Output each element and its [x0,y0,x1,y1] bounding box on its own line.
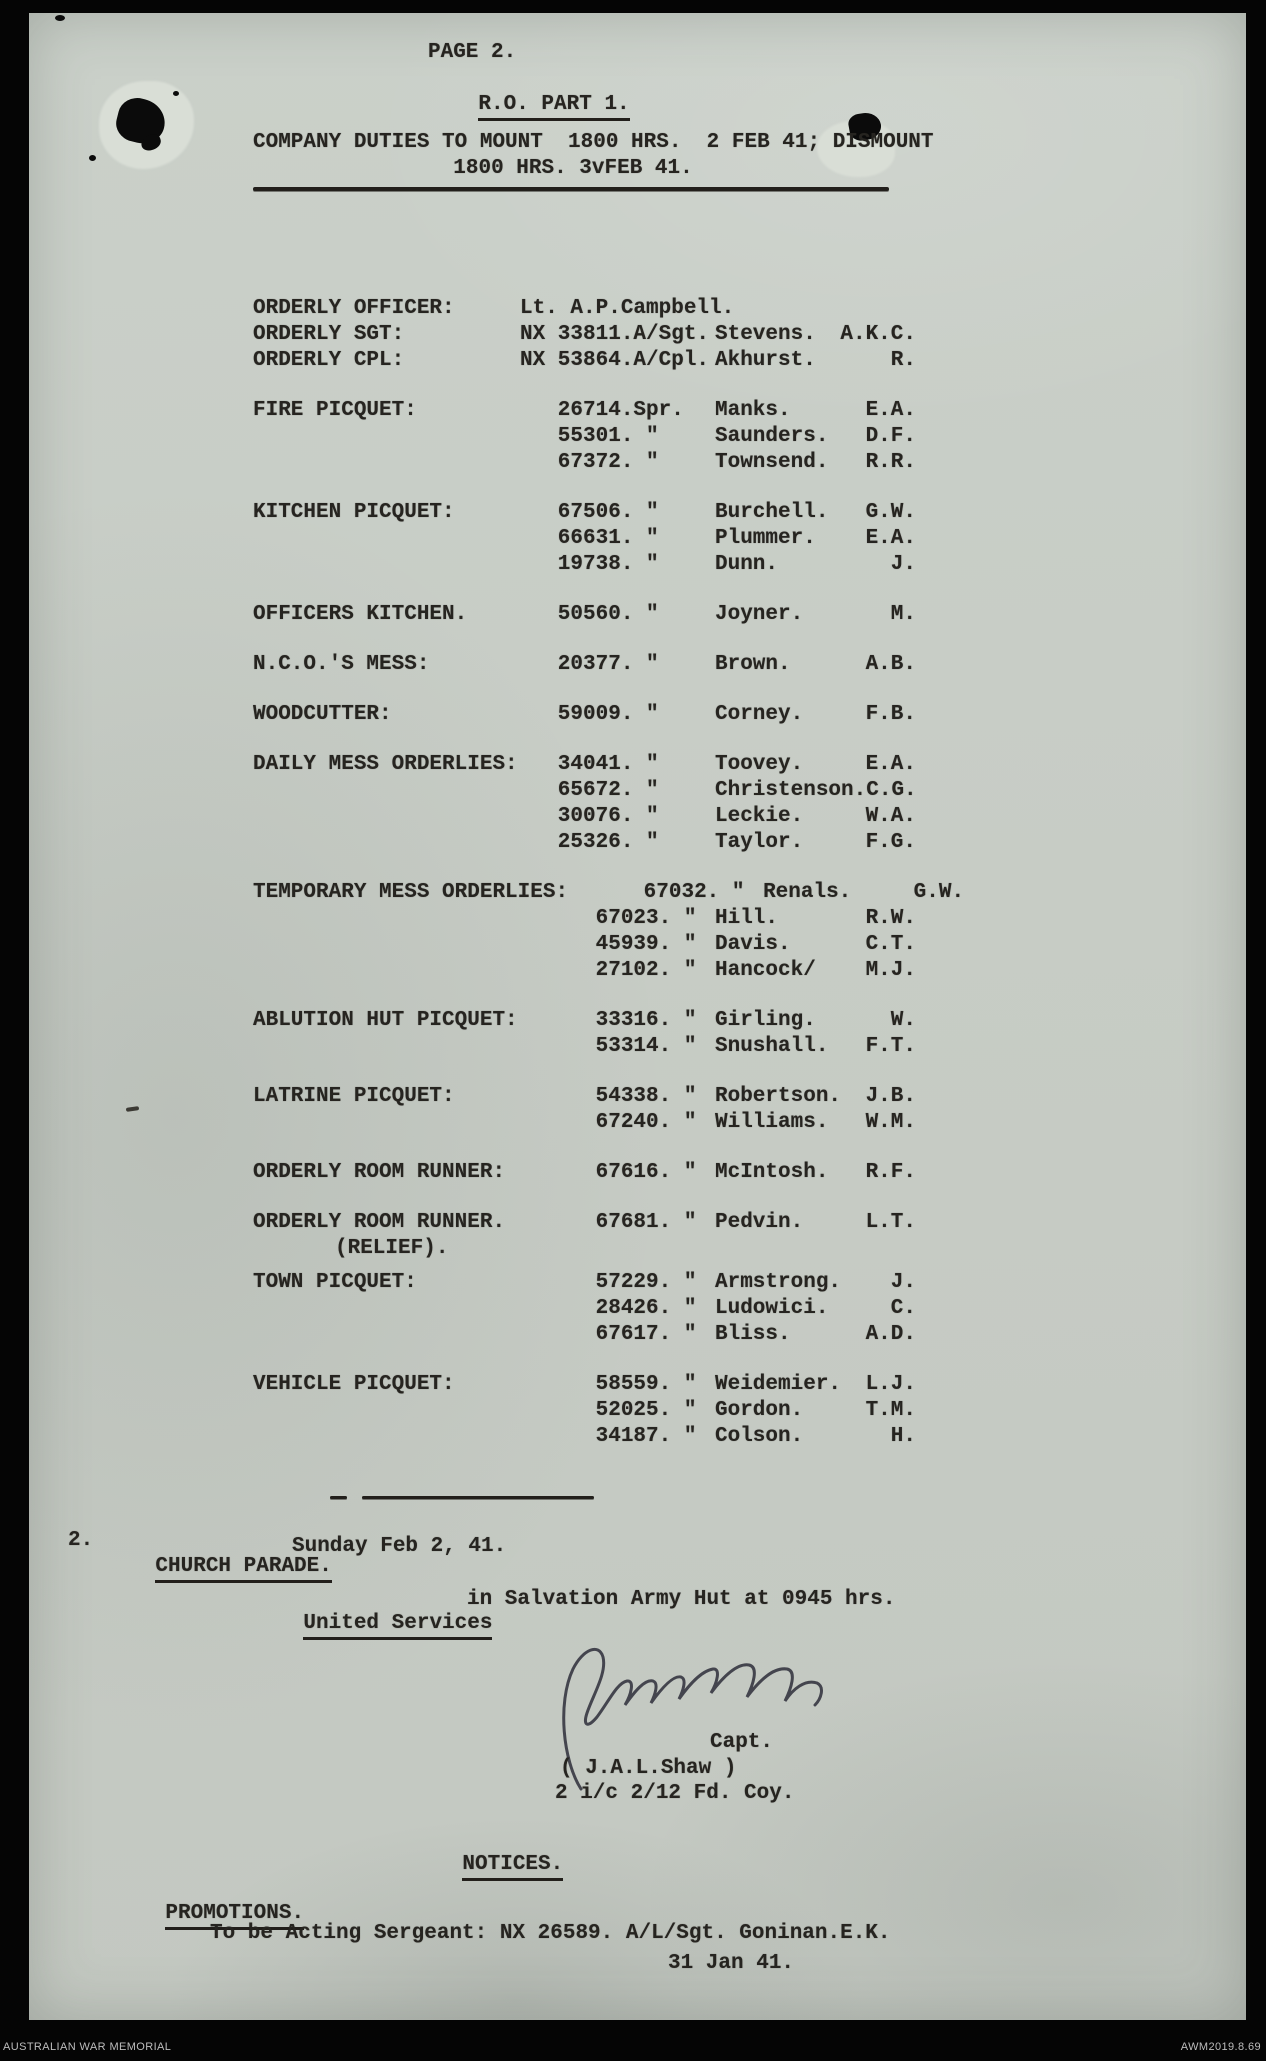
duty-label [253,804,520,830]
service-number: 50560. " [520,603,659,626]
service-number: 67506. " [520,501,659,524]
signature-rank: Capt. [710,1731,774,1754]
duty-group [253,1160,953,1186]
name-initials [715,1398,916,1424]
duty-label [253,830,520,856]
duty-group [253,296,953,374]
name-initials [763,880,964,906]
surname: Hill. [715,907,779,930]
duty-label: ORDERLY OFFICER: [253,297,455,320]
service-number: 25326. " [520,831,659,854]
initials: M. [890,603,916,626]
initials: J.B. [865,1085,916,1108]
surname: Saunders. [715,425,829,448]
duty-label: TEMPORARY MESS ORDERLIES: [253,881,569,904]
service-number: 67681. " [520,1211,697,1234]
initials: T.M. [865,1399,916,1422]
duty-label [253,932,520,958]
duty-group [253,1270,953,1348]
paper-speck-3 [55,15,65,21]
duty-label [253,1398,520,1424]
duty-row [253,1322,953,1348]
duty-group [253,752,953,856]
surname: Taylor. [715,831,804,854]
duty-row [253,500,953,526]
duties-table [253,296,965,1450]
service-number: 66631. " [520,527,659,550]
name-initials [715,932,916,958]
surname: Armstrong. [715,1271,842,1294]
duty-row [253,830,953,856]
routine-order-part-text: R.O. PART 1. [478,93,629,121]
name-initials [715,1296,916,1322]
initials: R.F. [865,1161,916,1184]
surname: Christenson. [715,779,867,802]
duty-row [253,1084,953,1110]
name-initials [715,830,916,856]
name-initials [715,398,916,424]
church-parade-service-text: United Services [303,1612,492,1640]
duty-row [253,1210,953,1236]
surname: Colson. [715,1425,804,1448]
initials: A.B. [865,653,916,676]
surname: Manks. [715,399,791,422]
service-number: 54338. " [520,1085,697,1108]
name-initials [715,1110,916,1136]
name-initials [715,450,916,476]
duty-row [253,752,953,778]
initials: F.T. [865,1035,916,1058]
name-initials [715,602,916,628]
service-number: 27102. " [520,959,697,982]
service-number: 58559. " [520,1373,697,1396]
service-number: 28426. " [520,1297,697,1320]
initials: R.W. [865,907,916,930]
duty-label [253,1322,520,1348]
promotion-entry: To be Acting Sergeant: NX 26589. A/L/Sgt. Goninan.E.K. [210,1922,891,1945]
duty-label-relief: (RELIEF). [335,1237,449,1260]
name-initials [715,348,916,374]
duty-row-continuation [253,1236,953,1262]
paper-speck-2 [173,91,179,96]
service-number: 30076. " [520,805,659,828]
name-initials [715,752,916,778]
name-initials [715,1424,916,1450]
name-initials [715,526,916,552]
duty-label [253,778,520,804]
name-initials [715,1322,916,1348]
duty-label [253,1296,520,1322]
paper-speck-1 [89,155,96,161]
initials: C. [890,1297,916,1320]
service-number: 57229. " [520,1271,697,1294]
church-parade-number: 2. [68,1529,94,1552]
service-number: 59009. " [520,703,659,726]
duty-label: ORDERLY ROOM RUNNER: [253,1161,506,1184]
surname: Dunn. [715,553,779,576]
name-initials [715,778,917,804]
duty-label [253,552,520,578]
initials: E.A. [865,527,916,550]
initials: E.A. [865,399,916,422]
duty-row [253,450,953,476]
duty-row [253,348,953,374]
duty-row [253,804,953,830]
service-number: NX 33811.A/Sgt. [520,323,710,346]
initials: E.A. [865,753,916,776]
duty-group [253,1372,953,1450]
surname: Leckie. [715,805,804,828]
initials: W.M. [865,1111,916,1134]
surname: Joyner. [715,603,804,626]
duty-row [253,1296,953,1322]
surname: Weidemier. [715,1373,842,1396]
archive-accession-number: AWM2019.8.69 [1180,2041,1261,2053]
duty-label: LATRINE PICQUET: [253,1085,455,1108]
duty-row [253,1160,953,1186]
duty-row [253,906,953,932]
duty-row [253,778,953,804]
service-number: 55301. " [520,425,659,448]
surname: Corney. [715,703,804,726]
surname: Pedvin. [715,1211,804,1234]
initials: M.J. [865,959,916,982]
duty-row [253,1034,953,1060]
duty-label [253,424,520,450]
duty-row [253,1424,953,1450]
duty-label: ORDERLY CPL: [253,349,405,372]
name-initials [715,1270,916,1296]
name-initials [715,958,916,984]
service-number: 52025. " [520,1399,697,1422]
service-number: 67023. " [520,907,697,930]
service-number: 67032. " [568,881,745,904]
service-number: 67372. " [520,451,659,474]
initials: R.R. [865,451,916,474]
duty-label: OFFICERS KITCHEN. [253,603,468,626]
document-paper [29,13,1246,2020]
duty-row [253,602,953,628]
duty-label: ABLUTION HUT PICQUET: [253,1009,518,1032]
service-number: 45939. " [520,933,697,956]
duty-group [253,880,965,984]
surname: Bliss. [715,1323,791,1346]
church-parade-heading-text: CHURCH PARADE. [155,1555,331,1583]
page-number: PAGE 2. [428,41,517,64]
church-parade-service [253,1585,492,1663]
surname: Girling. [715,1009,816,1032]
church-parade-date: Sunday Feb 2, 41. [292,1535,507,1558]
name-initials [734,296,935,322]
ink-mark [126,1106,139,1112]
duty-label: DAILY MESS ORDERLIES: [253,753,518,776]
duty-label: VEHICLE PICQUET: [253,1373,455,1396]
duty-row [253,1398,953,1424]
promotions-heading-text: PROMOTIONS. [165,1902,304,1930]
duties-title-line2: 1800 HRS. 3vFEB 41. [453,157,693,180]
surname: Stevens. [715,323,816,346]
service-number: 26714.Spr. [520,399,684,422]
service-number: 34041. " [520,753,659,776]
name-initials [715,702,916,728]
surname: Davis. [715,933,791,956]
name-initials [715,1084,916,1110]
surname: Renals. [763,881,852,904]
duty-row [253,1372,953,1398]
surname: Robertson. [715,1085,842,1108]
initials: G.W. [865,501,916,524]
duty-row [253,1270,953,1296]
name-initials [715,424,916,450]
duty-group [253,500,953,578]
duty-group [253,1084,953,1136]
title-rule [253,187,889,191]
church-parade-service-detail: in Salvation Army Hut at 0945 hrs. [467,1588,896,1611]
service-number: 67240. " [520,1111,697,1134]
archive-institution-label: AUSTRALIAN WAR MEMORIAL [3,2041,172,2053]
duty-label: FIRE PICQUET: [253,399,417,422]
duty-label [253,958,520,984]
initials: F.B. [865,703,916,726]
surname: Ludowici. [715,1297,829,1320]
separator-line [362,1496,594,1499]
surname: Brown. [715,653,791,676]
notices-heading-text: NOTICES. [462,1853,563,1881]
service-number: Lt. A.P.Campbell. [520,297,735,320]
service-number: 53314. " [520,1035,697,1058]
duty-label [253,1110,520,1136]
duty-row [253,322,953,348]
name-initials [715,500,916,526]
name-initials [715,322,916,348]
initials: W.A. [865,805,916,828]
initials: L.J. [865,1373,916,1396]
duty-group [253,1008,953,1060]
service-number: 65672. " [520,779,659,802]
duty-group [253,652,953,678]
initials: F.G. [865,831,916,854]
duties-title-line1: COMPANY DUTIES TO MOUNT 1800 HRS. 2 FEB 41; DISMOUNT [253,131,934,154]
duty-row [253,1110,953,1136]
name-initials [715,652,916,678]
duty-label: KITCHEN PICQUET: [253,501,455,524]
duty-row [253,296,953,322]
duty-label: ORDERLY SGT: [253,323,405,346]
duty-label: TOWN PICQUET: [253,1271,417,1294]
duty-row [253,1008,953,1034]
duty-label [253,526,520,552]
name-initials [715,1008,916,1034]
initials: A.D. [865,1323,916,1346]
duty-row [253,958,953,984]
signature-unit: 2 i/c 2/12 Fd. Coy. [555,1782,795,1805]
surname: Burchell. [715,501,829,524]
notices-heading [412,1826,563,1904]
duty-label [253,1424,520,1450]
service-number: 19738. " [520,553,659,576]
promotion-date: 31 Jan 41. [668,1952,795,1975]
duty-group [253,602,953,628]
initials: J. [890,1271,916,1294]
initials: J. [890,553,916,576]
initials: D.F. [865,425,916,448]
duty-group [253,702,953,728]
archive-caption-bar [0,2033,1266,2061]
duty-row [253,702,953,728]
surname: Snushall. [715,1035,829,1058]
service-number: 33316. " [520,1009,697,1032]
surname: Plummer. [715,527,816,550]
surname: Hancock/ [715,959,816,982]
initials: L.T. [865,1211,916,1234]
duty-label [253,450,520,476]
name-initials [715,552,916,578]
surname: Gordon. [715,1399,804,1422]
name-initials [715,1210,916,1236]
duty-row [253,424,953,450]
service-number: 20377. " [520,653,659,676]
service-number: 34187. " [520,1425,697,1448]
name-initials [715,906,916,932]
signature-name: ( J.A.L.Shaw ) [560,1757,737,1780]
duty-row [253,932,953,958]
initials: G.W. [913,881,965,904]
service-number: 67616. " [520,1161,697,1184]
duty-row [253,526,953,552]
initials: W. [890,1009,916,1032]
surname: Williams. [715,1111,829,1134]
duty-row [253,880,965,906]
initials: H. [890,1425,916,1448]
duty-label [253,1034,520,1060]
surname: Toovey. [715,753,804,776]
duty-row [253,652,953,678]
duty-label: N.C.O.'S MESS: [253,653,430,676]
duty-group [253,1210,953,1262]
surname: Townsend. [715,451,829,474]
service-number: NX 53864.A/Cpl. [520,349,710,372]
surname: McIntosh. [715,1161,829,1184]
initials: A.K.C. [840,323,916,346]
initials: C.T. [865,933,916,956]
name-initials [715,1372,916,1398]
surname: Akhurst. [715,349,816,372]
duty-label: ORDERLY ROOM RUNNER. [253,1211,506,1234]
separator-dash [330,1496,347,1499]
duty-row [253,398,953,424]
name-initials [715,1160,916,1186]
duty-label [253,906,520,932]
duty-row [253,552,953,578]
initials: C.G. [866,779,917,802]
duty-label: WOODCUTTER: [253,703,392,726]
name-initials [715,804,916,830]
service-number: 67617. " [520,1323,697,1346]
duty-group [253,398,953,476]
name-initials [715,1034,916,1060]
initials: R. [890,349,916,372]
